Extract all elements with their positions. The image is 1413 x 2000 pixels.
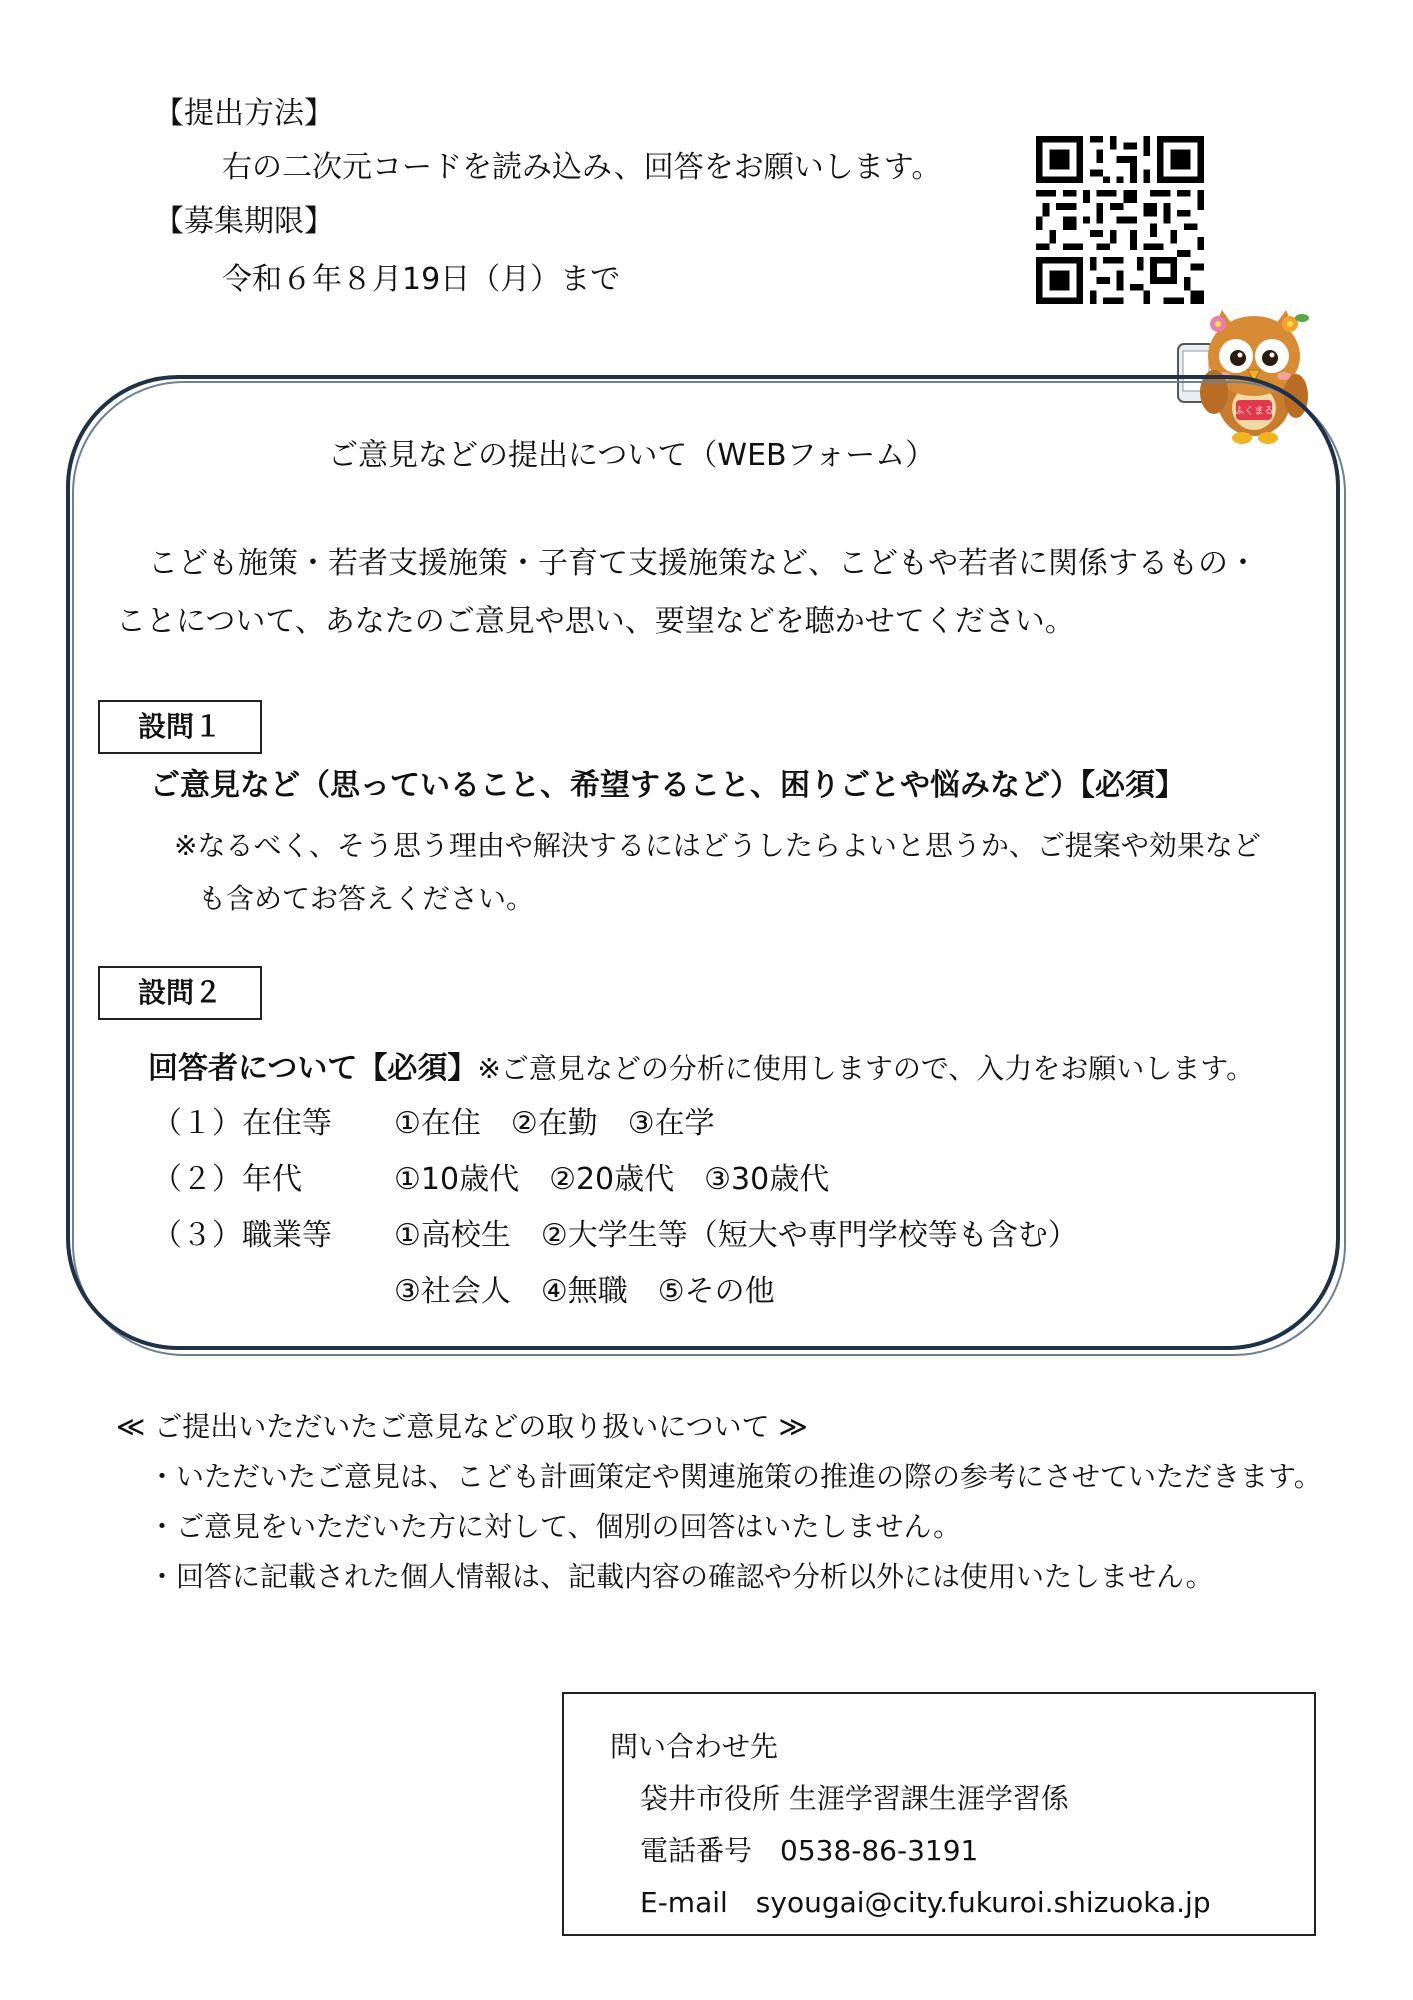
handling-bullet: ・ご意見をいただいた方に対して、個別の回答はいたしません。	[148, 1510, 962, 1543]
contact-office: 袋井市役所 生涯学習課生涯学習係	[640, 1782, 1069, 1815]
respondent-item-label: （２）年代	[152, 1162, 302, 1197]
intro-line-1: こども施策・若者支援施策・子育て支援施策など、こどもや若者に関係するもの・	[148, 546, 1258, 581]
method-text: 右の二次元コードを読み込み、回答をお願いします。	[222, 150, 942, 185]
respondent-item-label: （１）在住等	[152, 1106, 332, 1141]
respondent-item-options: ①在住 ②在勤 ③在学	[394, 1106, 715, 1141]
question-1-note-line-2: も含めてお答えください。	[198, 882, 535, 915]
question-1-note-line-1: ※なるべく、そう思う理由や解決するにはどうしたらよいと思うか、ご提案や効果など	[174, 829, 1261, 862]
question-1-label: 設問１	[98, 700, 262, 754]
question-2-heading-bold: 回答者について【必須】	[148, 1051, 478, 1086]
respondent-item-options: ①高校生 ②大学生等（短大や専門学校等も含む）	[394, 1218, 1078, 1253]
contact-phone: 電話番号 0538-86-3191	[640, 1834, 979, 1867]
handling-bullet: ・回答に記載された個人情報は、記載内容の確認や分析以外には使用いたしません。	[148, 1560, 1214, 1593]
intro-line-2: ことについて、あなたのご意見や思い、要望などを聴かせてください。	[116, 604, 1075, 639]
handling-title: ≪ ご提出いただいたご意見などの取り扱いについて ≫	[116, 1410, 808, 1443]
contact-email[interactable]: E-mail syougai@city.fukuroi.shizuoka.jp	[640, 1886, 1211, 1919]
respondent-item-label: （３）職業等	[152, 1218, 332, 1253]
form-box-title: ご意見などの提出について（WEBフォーム）	[328, 438, 936, 473]
question-2-heading	[148, 1052, 1254, 1086]
handling-bullet: ・いただいたご意見は、こども計画策定や関連施策の推進の際の参考にさせていただきます。	[148, 1460, 1322, 1493]
deadline-label: 【募集期限】	[154, 204, 334, 239]
contact-title: 問い合わせ先	[610, 1730, 779, 1763]
question-2-label: 設問２	[98, 966, 262, 1020]
method-label: 【提出方法】	[154, 96, 334, 131]
respondent-item-options-cont: ③社会人 ④無職 ⑤その他	[394, 1274, 775, 1309]
question-1-heading: ご意見など（思っていること、希望すること、困りごとや悩みなど）【必須】	[150, 768, 1185, 803]
respondent-item-options: ①10歳代 ②20歳代 ③30歳代	[394, 1162, 830, 1197]
mascot-badge-text: ふくまる	[1234, 406, 1274, 417]
deadline-text: 令和６年８月19日（月）まで	[222, 262, 621, 297]
question-2-heading-note: ※ご意見などの分析に使用しますので、入力をお願いします。	[477, 1052, 1255, 1085]
qr-code[interactable]	[1036, 136, 1204, 304]
